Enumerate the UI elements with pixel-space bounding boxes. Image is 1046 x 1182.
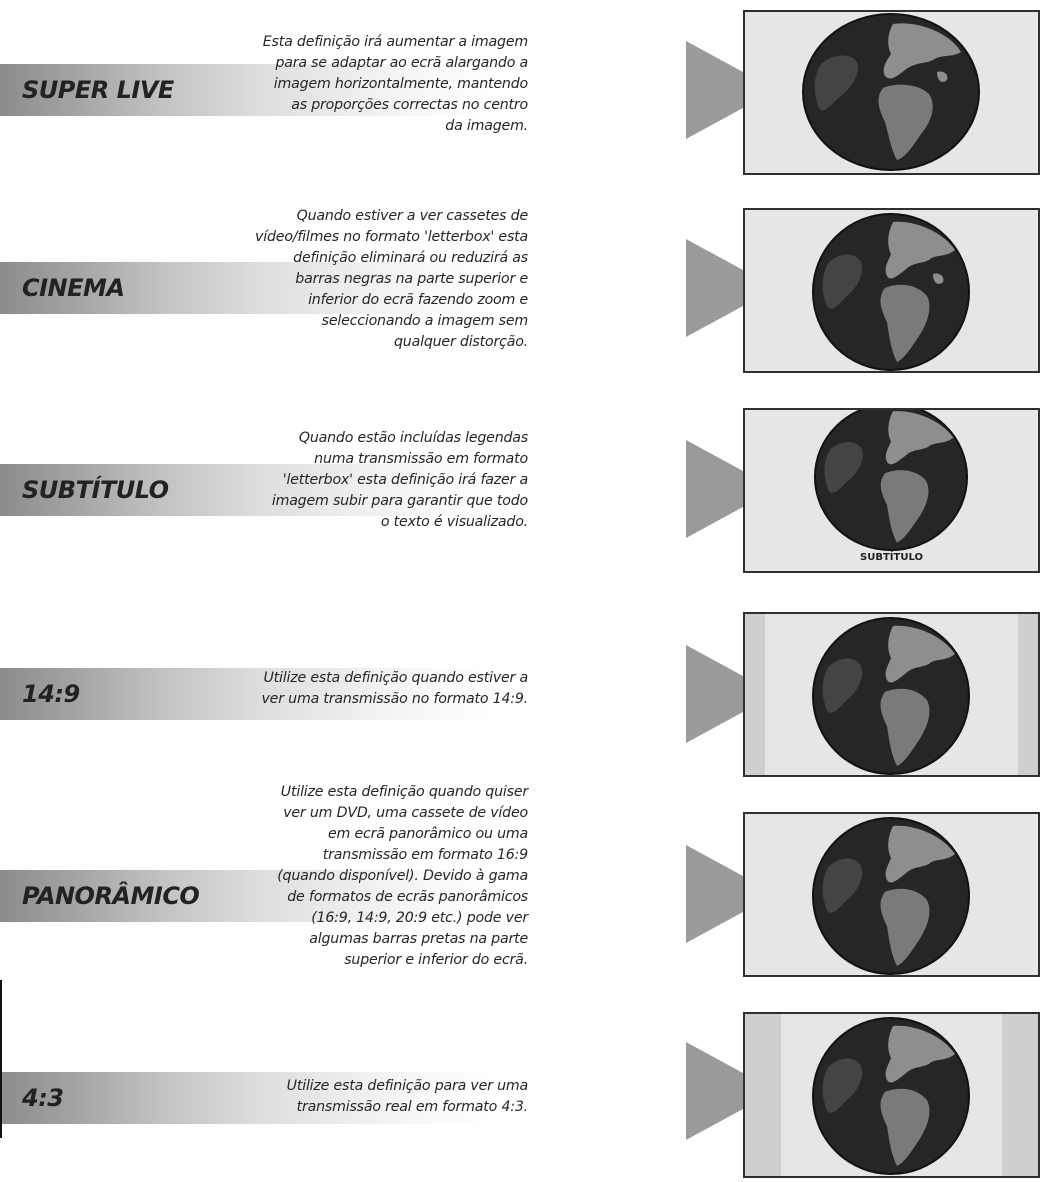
- description-line: Utilize esta definição para ver uma: [286, 1078, 528, 1094]
- description-line: transmissão real em formato 4:3.: [296, 1099, 528, 1115]
- mode-description: [198, 1076, 528, 1118]
- tv-screen-preview: [743, 812, 1040, 977]
- description-line: o texto é visualizado.: [380, 514, 528, 530]
- description-line: de formatos de ecrãs panorâmicos: [287, 889, 528, 905]
- mode-label: CINEMA: [22, 274, 125, 302]
- subtitle-caption: SUBTÍTULO: [860, 552, 923, 563]
- tv-screen-preview: [743, 1012, 1040, 1178]
- tv-screen-preview: [743, 10, 1040, 175]
- globe-icon: [811, 1016, 971, 1176]
- description-line: Quando estão incluídas legendas: [298, 430, 528, 446]
- description-line: ver uma transmissão no formato 14:9.: [261, 691, 528, 707]
- description-line: algumas barras pretas na parte: [309, 931, 528, 947]
- mode-label: 4:3: [22, 1084, 64, 1112]
- side-bar-right: [1018, 614, 1038, 775]
- globe-icon: [811, 816, 971, 976]
- mode-label: SUPER LIVE: [22, 76, 174, 104]
- description-line: seleccionando a imagem sem: [321, 313, 528, 329]
- description-line: as proporções correctas no centro: [291, 97, 528, 113]
- description-line: definição eliminará ou reduzirá as: [293, 250, 528, 266]
- tv-screen-preview: [743, 208, 1040, 373]
- description-line: numa transmissão em formato: [314, 451, 528, 467]
- description-line: Utilize esta definição quando quiser: [280, 784, 528, 800]
- description-line: (quando disponível). Devido à gama: [277, 868, 528, 884]
- description-line: inferior do ecrã fazendo zoom e: [308, 292, 528, 308]
- description-line: transmissão em formato 16:9: [322, 847, 528, 863]
- description-line: da imagem.: [445, 118, 528, 134]
- globe-icon: [813, 408, 969, 552]
- page-margin-rule: [0, 980, 2, 1138]
- description-line: imagem horizontalmente, mantendo: [273, 76, 528, 92]
- mode-label: 14:9: [22, 680, 80, 708]
- mode-description: [198, 206, 528, 353]
- mode-description: [198, 668, 528, 710]
- side-bar-right: [1002, 1014, 1038, 1176]
- description-line: para se adaptar ao ecrã alargando a: [275, 55, 528, 71]
- description-line: Esta definição irá aumentar a imagem: [262, 34, 528, 50]
- side-bar-left: [745, 614, 765, 775]
- description-line: barras negras na parte superior e: [295, 271, 528, 287]
- description-line: ver um DVD, uma cassete de vídeo: [283, 805, 528, 821]
- globe-icon: [811, 212, 971, 372]
- description-line: 'letterbox' esta definição irá fazer a: [282, 472, 528, 488]
- description-line: (16:9, 14:9, 20:9 etc.) pode ver: [311, 910, 528, 926]
- tv-screen-preview: [743, 612, 1040, 777]
- globe-icon: [801, 12, 981, 172]
- mode-label: SUBTÍTULO: [22, 476, 169, 504]
- description-line: Quando estiver a ver cassetes de: [296, 208, 528, 224]
- description-line: qualquer distorção.: [393, 334, 528, 350]
- mode-description: [198, 782, 528, 971]
- description-line: vídeo/filmes no formato 'letterbox' esta: [255, 229, 528, 245]
- mode-description: [198, 32, 528, 137]
- mode-description: [198, 428, 528, 533]
- description-line: imagem subir para garantir que todo: [271, 493, 528, 509]
- tv-screen-preview: [743, 408, 1040, 573]
- globe-icon: [811, 616, 971, 776]
- side-bar-left: [745, 1014, 781, 1176]
- description-line: superior e inferior do ecrã.: [344, 952, 528, 968]
- mode-label: PANORÂMICO: [22, 882, 200, 910]
- description-line: Utilize esta definição quando estiver a: [263, 670, 528, 686]
- description-line: em ecrã panorâmico ou uma: [328, 826, 528, 842]
